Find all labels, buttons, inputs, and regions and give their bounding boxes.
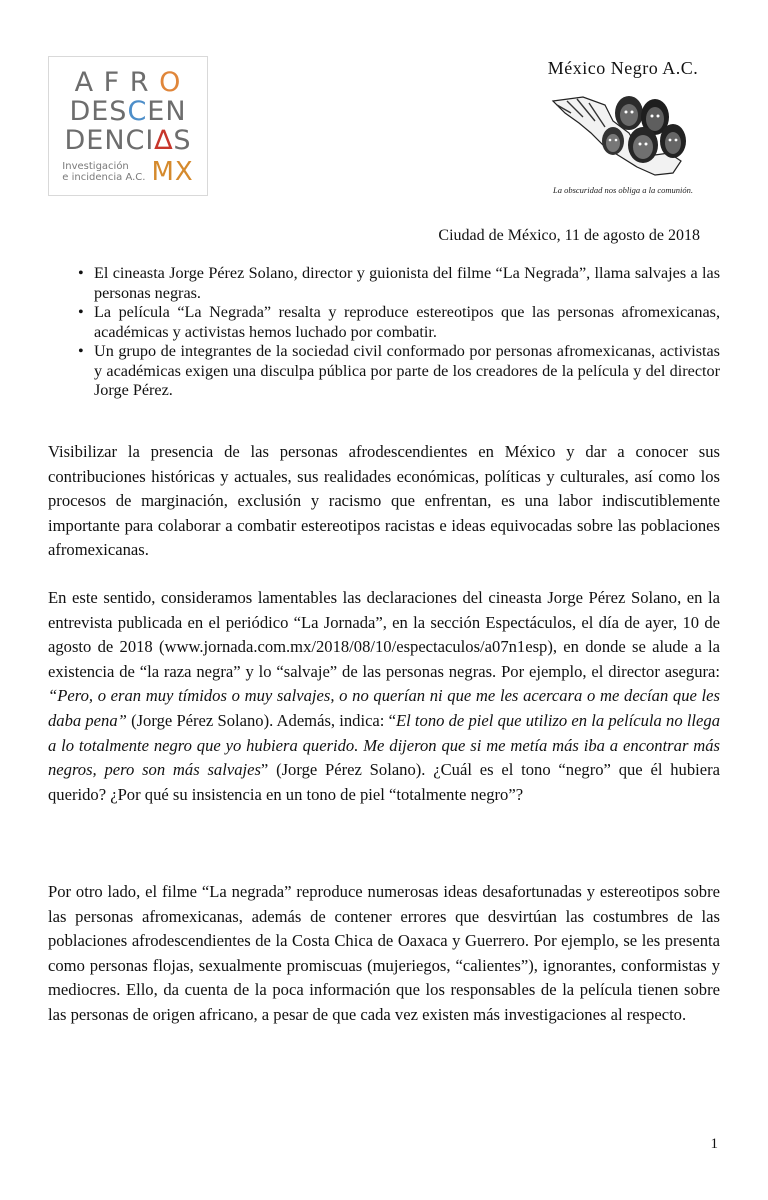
summary-bullet-list: [48, 264, 720, 401]
paragraph-text: ” (Jorge Pérez Solano). ¿Cuál es el tono “negro” que él hubiera querido? ¿Por qué su insistencia en un tono de piel “totalmente negro”?: [48, 760, 720, 804]
quote-text: “Pero, o eran muy tímidos o muy salvajes, o no querían ni que me les acercara o me decían que les daba pena”: [48, 686, 720, 730]
bullet-item: [48, 264, 720, 303]
logo-letter: E: [91, 95, 110, 127]
bullet-dot-icon: •: [78, 303, 84, 321]
logo-letter: O: [159, 66, 182, 98]
logo-letter: F: [103, 66, 121, 98]
paragraph-text: (Jorge Pérez Solano). Además, indica: “: [126, 710, 396, 730]
logo-line-1: [75, 68, 182, 97]
bullet-text: El cineasta Jorge Pérez Solano, director y guionista del filme “La Negrada”, llama salvajes a las personas negras.: [94, 264, 720, 302]
logo-subtitle: [62, 156, 194, 187]
bullet-item: [48, 342, 720, 401]
logo-letter: C: [127, 95, 148, 127]
logo-letter: E: [147, 95, 166, 127]
afrodescendencias-logo: [48, 56, 208, 196]
mexico-negro-motto: La obscuridad nos obliga a la comunión.: [552, 185, 694, 195]
logo-letter: D: [64, 124, 87, 156]
logo-line-3: [64, 126, 191, 155]
bullet-text: La película “La Negrada” resalta y reproduce estereotipos que las personas afromexicanas, académicas y activistas hemos luchado por combatir.: [94, 303, 720, 341]
logo-letter: S: [109, 95, 128, 127]
logo-letter: A: [74, 66, 95, 98]
mexico-negro-title: México Negro A.C.: [547, 58, 699, 78]
logo-subtitle-line-1: Investigación: [62, 160, 129, 172]
mexico-negro-logo: [528, 58, 718, 198]
logo-mx: MX: [151, 156, 194, 187]
quote-text: El tono de piel que utilizo en la película no llega a lo totalmente negro que yo hubiera querido. Me dijeron que si me metía más iba a encontrar más negros, pero son más salvajes: [48, 710, 720, 780]
logo-letter: R: [129, 66, 150, 98]
bullet-item: [48, 303, 720, 342]
body-paragraph-2: [48, 586, 720, 807]
faces-illustration-icon: [543, 83, 703, 183]
logo-letter: E: [86, 124, 105, 156]
body-paragraph-1: Visibilizar la presencia de las personas afrodescendientes en México y dar a conocer sus contribuciones históricas y actuales, sus realidades económicas, políticas y culturales, así como los procesos de marginación, exclusión y racismo que enfrentan, es una labor indiscutiblemente importante para colaborar a combatir estereotipos racistas e ideas equivocadas sobre las poblaciones afromexicanas.: [48, 442, 720, 560]
logo-subtitle-line-2: e incidencia A.C.: [62, 171, 146, 183]
document-date: Ciudad de México, 11 de agosto de 2018: [438, 227, 700, 244]
logo-letter: N: [104, 124, 126, 156]
logo-line-2: [69, 97, 186, 126]
bullet-dot-icon: •: [78, 342, 84, 360]
logo-letter: C: [125, 124, 146, 156]
logo-letter: I: [145, 124, 155, 156]
paragraph-text: En este sentido, consideramos lamentables las declaraciones del cineasta Jorge Pérez Solano, en la entrevista publicada en el periódico “La Jornada”, en la sección Espectáculos, el día de ayer, 10 de agosto de 2018 (www.jornada.com.mx/2018/08/10/espectaculos/a07n1esp), en donde se alude a la existencia de “la raza negra” y lo “salvaje” de las personas negras. Por ejemplo, el director asegura:: [48, 588, 720, 681]
logo-letter: ∆: [154, 124, 174, 156]
page-number: 1: [710, 1136, 718, 1152]
logo-letter: N: [165, 95, 187, 127]
body-paragraph-3: Por otro lado, el filme “La negrada” reproduce numerosas ideas desafortunadas y estereotipos sobre las personas afromexicanas, además de contener errores que desvirtúan las costumbres de las poblaciones afrodescendientes de la Costa Chica de Oaxaca y Guerrero. Por ejemplo, se les presenta como personas flojas, sexualmente promiscuas (mujeriegos, “calientes”), ignorantes, conformistas y mediocres. Ello, da cuenta de la poca información que los responsables de la película tienen sobre las personas de origen africano, a pesar de que cada vez existen más investigaciones al respecto.: [48, 882, 720, 1024]
bullet-text: Un grupo de integrantes de la sociedad civil conformado por personas afromexicanas, activistas y académicas exigen una disculpa pública por parte de los creadores de la película y del director Jorge Pérez.: [94, 342, 720, 399]
bullet-dot-icon: •: [78, 264, 84, 282]
logo-subtitle-text: [62, 161, 145, 183]
logo-letter: D: [69, 95, 92, 127]
logo-letter: S: [173, 124, 192, 156]
